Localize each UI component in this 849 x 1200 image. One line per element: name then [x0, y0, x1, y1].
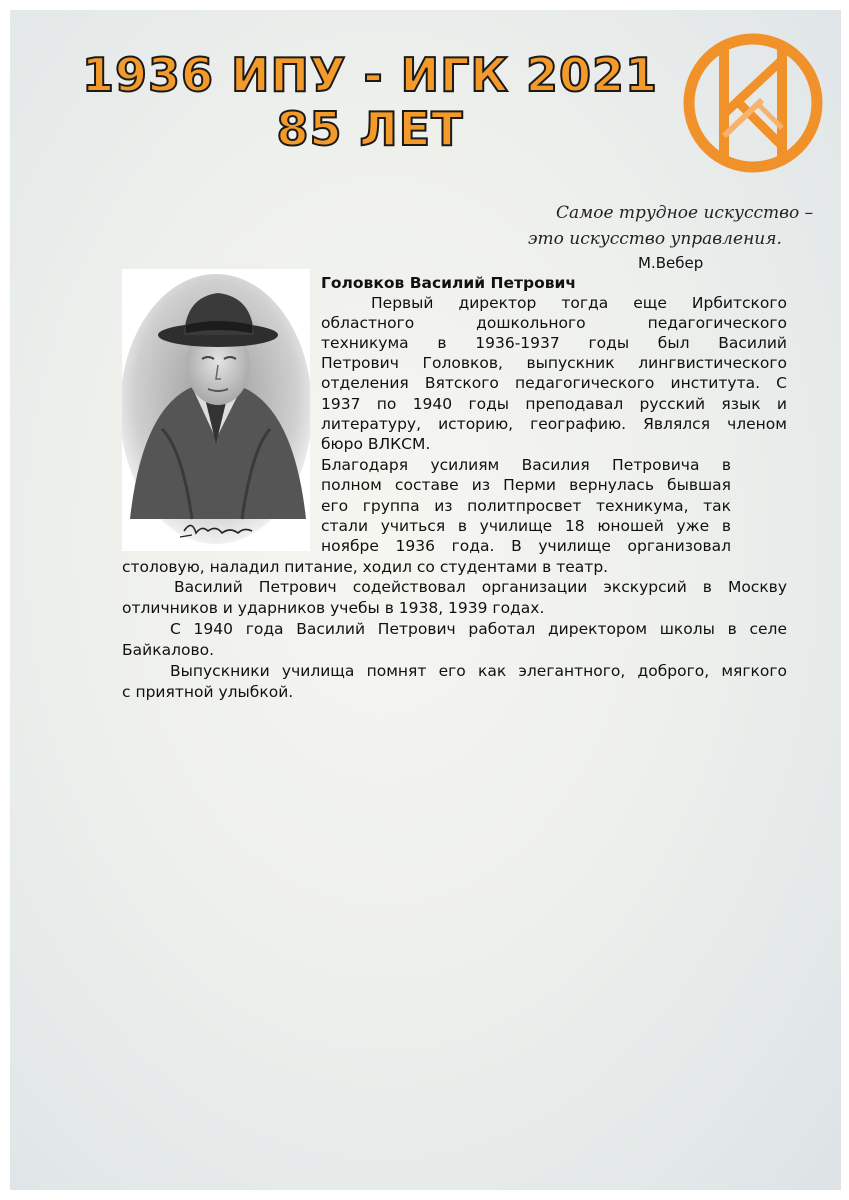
p3-line-2: отличников и ударников учебы в 1938, 1939 годах.	[122, 599, 545, 617]
p2-line-3: его группа из политпросвет техникума, так	[321, 497, 731, 515]
epigraph-author: М.Вебер	[638, 254, 704, 272]
p2-line-2: полном составе из Перми вернулась бывшая	[321, 476, 731, 494]
p3-line-1: Василий Петрович содействовал организации экскурсий в Москву	[174, 578, 787, 596]
p5-line-2: с приятной улыбкой.	[122, 683, 294, 701]
p1-line-5: отделения Вятского педагогического института. С	[321, 374, 787, 392]
p2-line-1: Благодаря усилиям Василия Петровича в	[321, 456, 731, 474]
title-line-2: 85 ЛЕТ	[276, 102, 464, 156]
p1-line-6: 1937 по 1940 годы преподавал русский язык и	[321, 395, 787, 413]
portrait-photo	[122, 269, 310, 551]
anniversary-title	[10, 48, 730, 156]
p1-line-3: техникума в 1936-1937 годы был Василий	[321, 334, 787, 352]
p1-line-7: литературу, историю, географию. Являлся членом	[321, 415, 787, 433]
portrait-image	[122, 269, 310, 551]
p4-line-2: Байкалово.	[122, 641, 215, 659]
p1-line-4: Петрович Головков, выпускник лингвистического	[321, 354, 787, 372]
p1-line-8: бюро ВЛКСМ.	[321, 435, 431, 453]
person-name: Головков Василий Петрович	[321, 274, 577, 292]
title-line-1: 1936 ИПУ - ИГК 2021	[81, 48, 659, 102]
page	[10, 10, 841, 1190]
igk-logo-icon	[680, 30, 826, 176]
p1-line-2: областного дошкольного педагогического	[321, 314, 787, 332]
p2-line-6: столовую, наладил питание, ходил со студентами в театр.	[122, 558, 609, 576]
epigraph-line-2: это искусство управления.	[528, 229, 782, 249]
p2-line-5: ноябре 1936 года. В училище организовал	[321, 537, 731, 555]
p1-line-1: Первый директор тогда еще Ирбитского	[371, 294, 787, 312]
p2-line-4: стали учиться в училище 18 юношей уже в	[321, 517, 731, 535]
p4-line-1: С 1940 года Василий Петрович работал директором школы в селе	[170, 620, 787, 638]
epigraph-line-1: Самое трудное искусство –	[556, 203, 814, 223]
p5-line-1: Выпускники училища помнят его как элегантного, доброго, мягкого	[170, 662, 787, 680]
